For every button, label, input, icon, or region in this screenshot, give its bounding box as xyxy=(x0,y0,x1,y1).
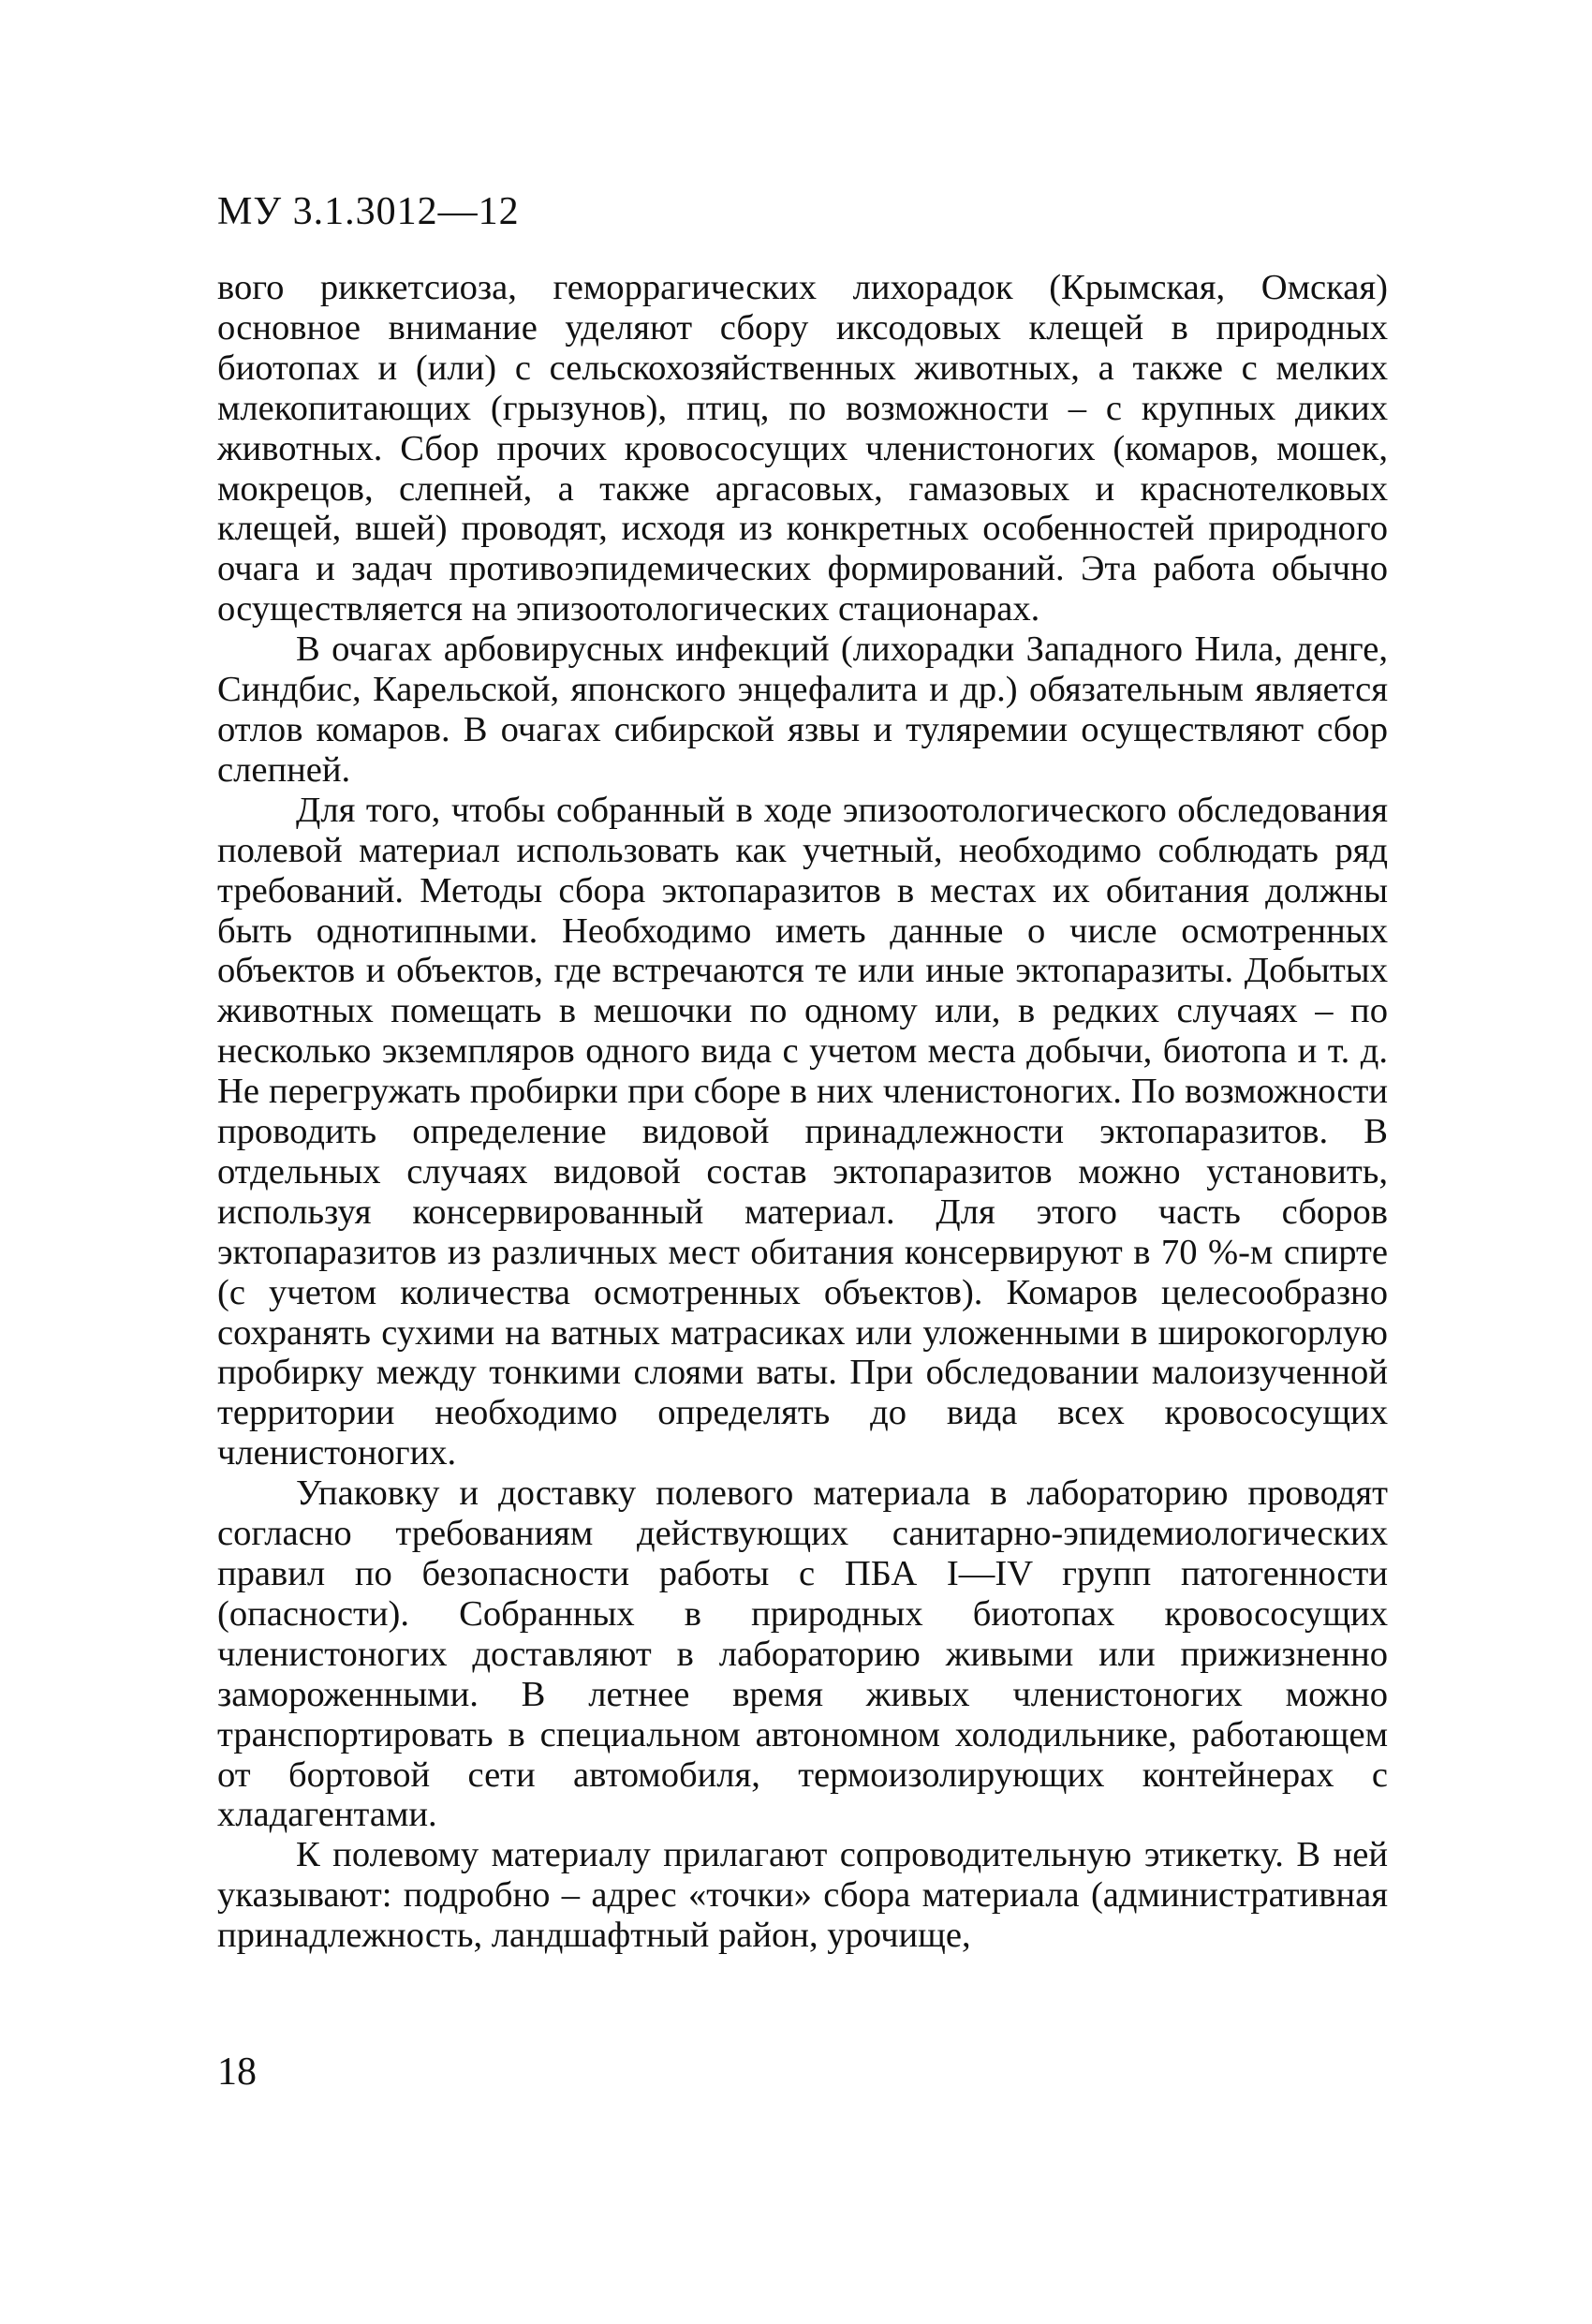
document-code-header: МУ 3.1.3012—12 xyxy=(217,190,520,233)
paragraph-continued: вого риккетсиоза, геморрагических лихорадок (Крымская, Омская) основное внимание уделяют сбору иксодовых клещей в природных биотопах и (или) с сельскохозяйственных животных, а также с мелких млекопитающих (грызунов), птиц, по возможности – с крупных диких животных. Сбор прочих кровососущих членистоногих (комаров, мошек, мокрецов, слепней, а также аргасовых, гамазовых и краснотелковых клещей, вшей) проводят, исходя из конкретных особенностей природного очага и задач противоэпидемических формирований. Эта работа обычно осуществляется на эпизоотологических стационарах. xyxy=(217,268,1388,629)
page-body-text xyxy=(217,268,1388,1956)
paragraph-packaging-delivery: Упаковку и доставку полевого материала в лабораторию проводят согласно требованиям действующих санитарно-эпидемиологических правил по безопасности работы с ПБА I—IV групп патогенности (опасности). Собранных в природных биотопах кровососущих членистоногих доставляют в лабораторию живыми или прижизненно замороженными. В летнее время живых членистоногих можно транспортировать в специальном автономном холодильнике, работающем от бортовой сети автомобиля, термоизолирующих контейнерах с хладагентами. xyxy=(217,1473,1388,1835)
paragraph-collection-requirements: Для того, чтобы собранный в ходе эпизоотологического обследования полевой материал использовать как учетный, необходимо соблюдать ряд требований. Методы сбора эктопаразитов в местах их обитания должны быть однотипными. Необходимо иметь данные о числе осмотренных объектов и объектов, где встречаются те или иные эктопаразиты. Добытых животных помещать в мешочки по одному или, в редких случаях – по несколько экземпляров одного вида с учетом места добычи, биотопа и т. д. Не перегружать пробирки при сборе в них членистоногих. По возможности проводить определение видовой принадлежности эктопаразитов. В отдельных случаях видовой состав эктопаразитов можно установить, используя консервированный материал. Для этого часть сборов эктопаразитов из различных мест обитания консервируют в 70 %-м спирте (с учетом количества осмотренных объектов). Комаров целесообразно сохранять сухими на ватных матрасиках или уложенными в широкогорлую пробирку между тонкими слоями ваты. При обследовании малоизученной территории необходимо определять до вида всех кровососущих членистоногих. xyxy=(217,790,1388,1473)
paragraph-arbovirus: В очагах арбовирусных инфекций (лихорадки Западного Нила, денге, Синдбис, Карельской, японского энцефалита и др.) обязательным является отлов комаров. В очагах сибирской язвы и туляремии осуществляют сбор слепней. xyxy=(217,629,1388,790)
paragraph-label: К полевому материалу прилагают сопроводительную этикетку. В ней указывают: подробно – адрес «точки» сбора материала (административная принадлежность, ландшафтный район, урочище, xyxy=(217,1835,1388,1956)
page-number: 18 xyxy=(217,2050,257,2094)
